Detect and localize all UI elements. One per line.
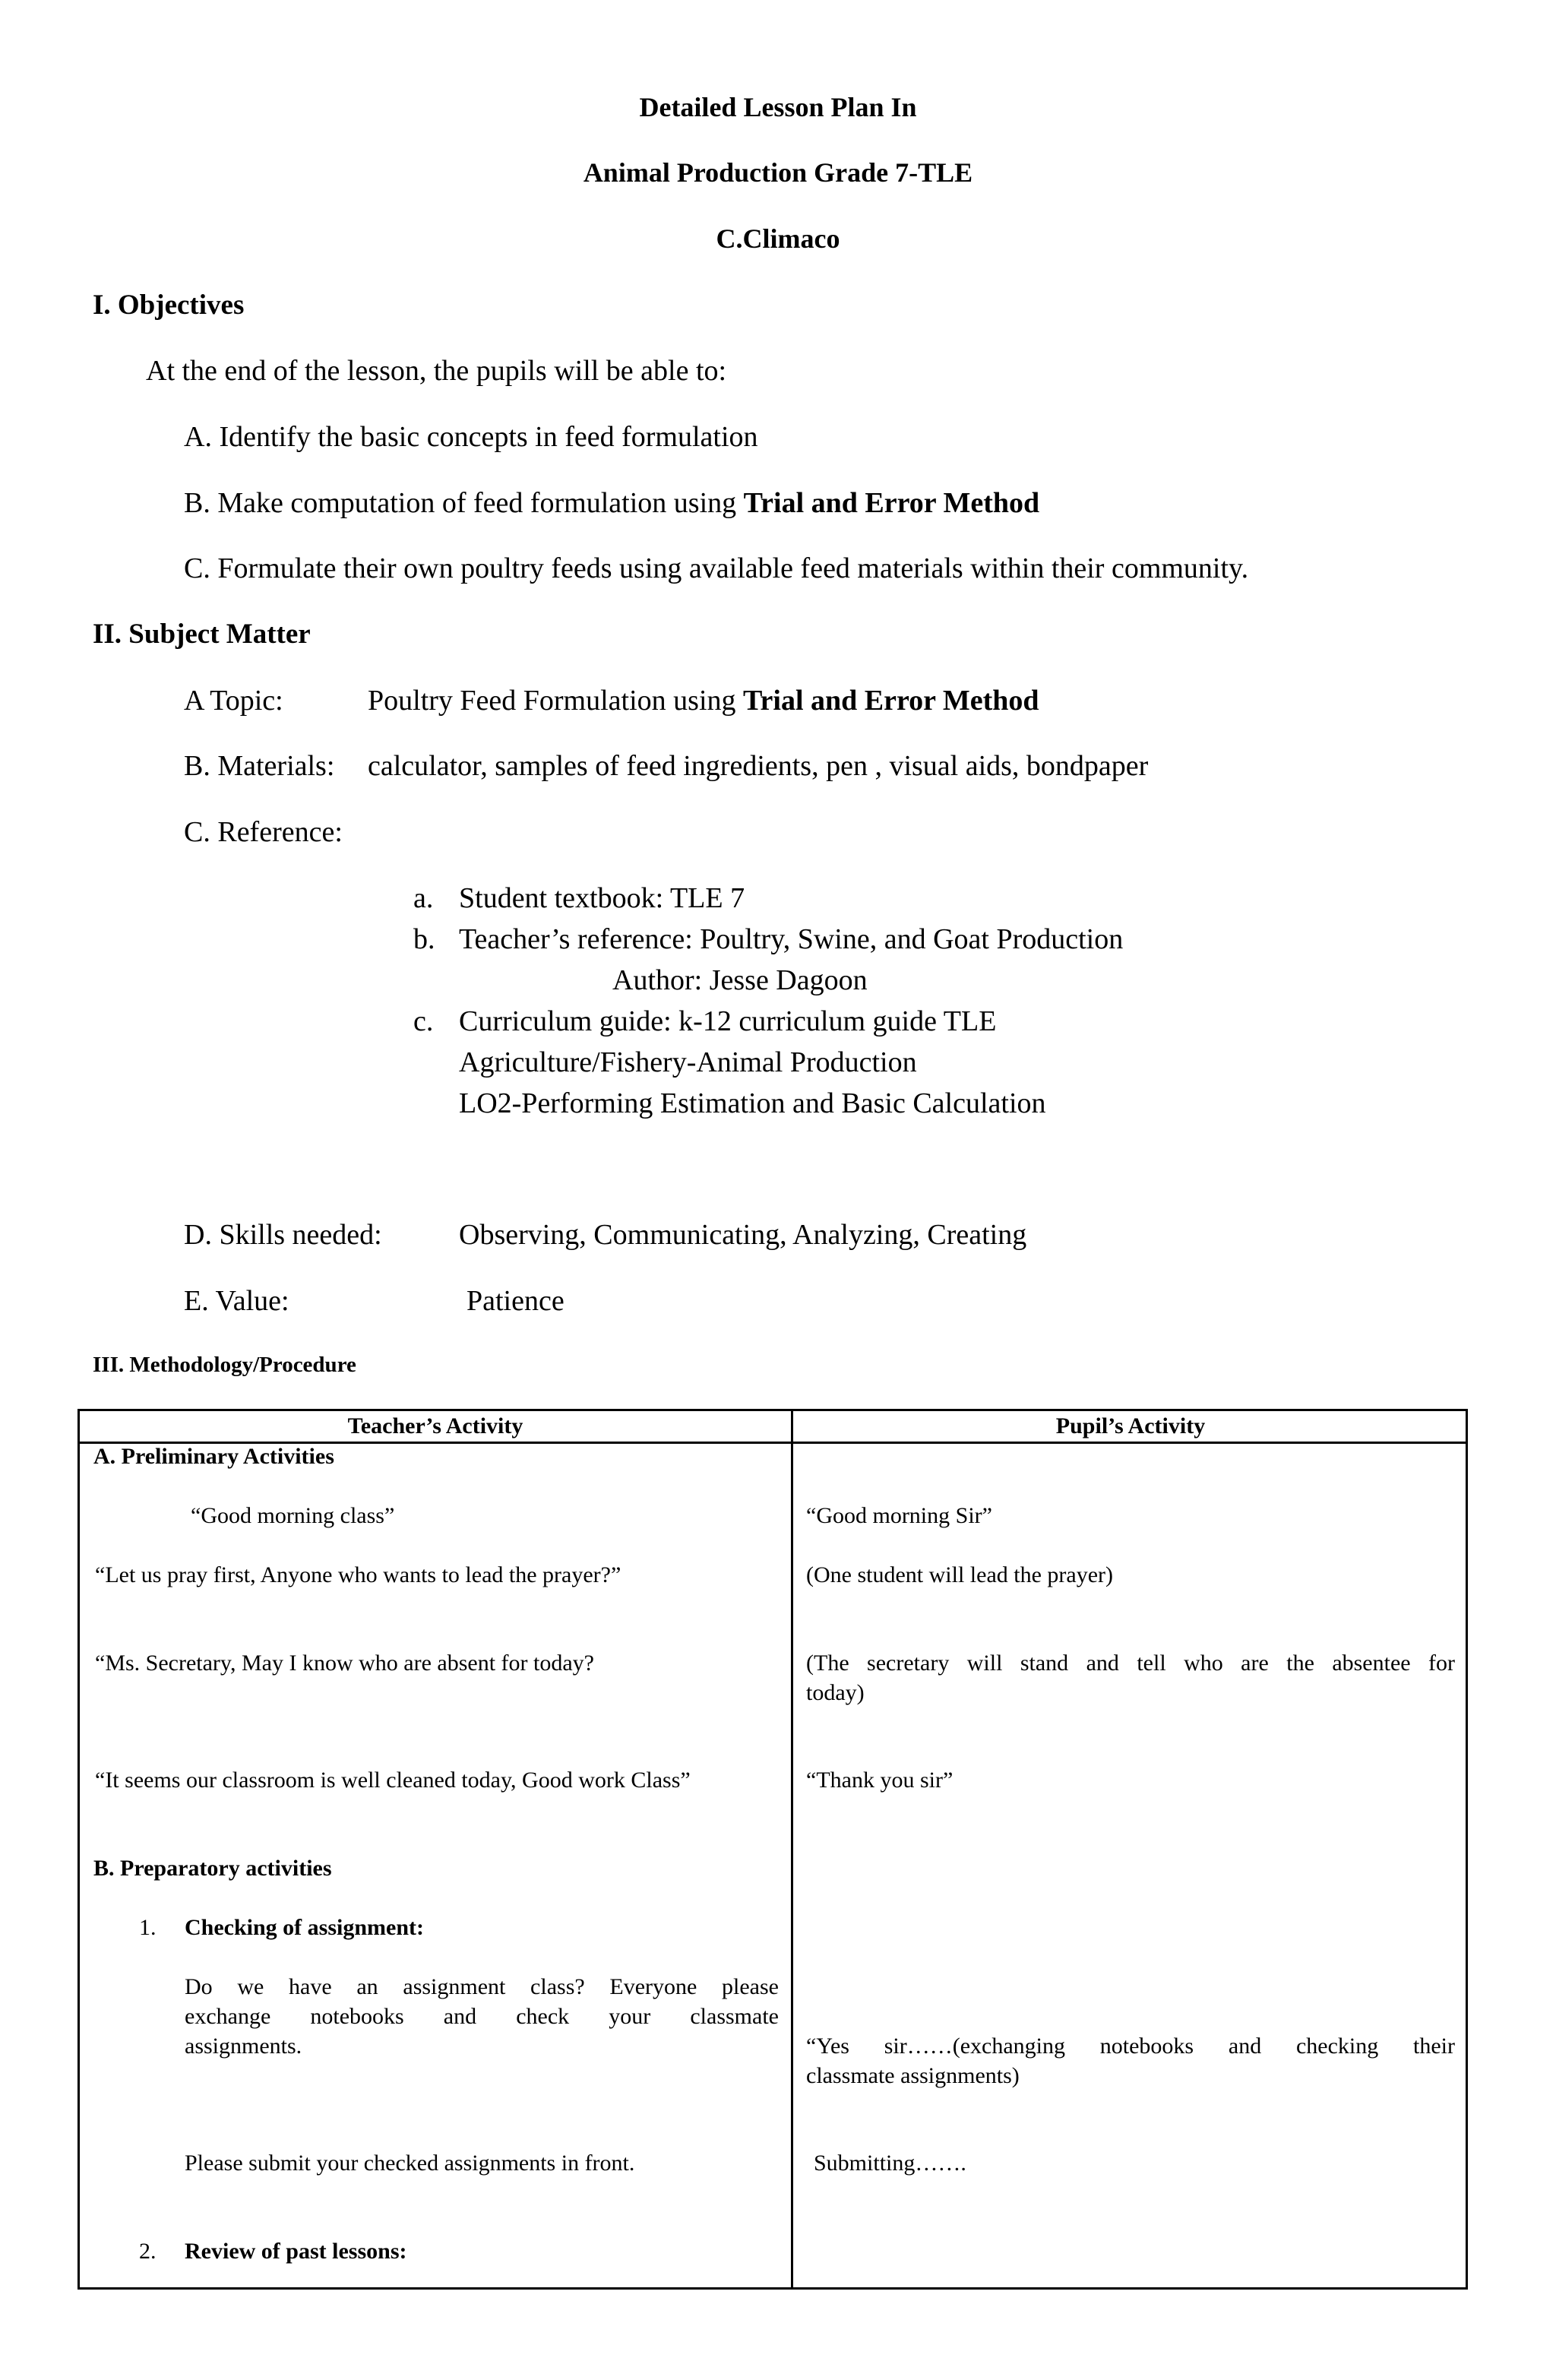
column-divider [791, 1411, 793, 2287]
subject-matter-heading: II. Subject Matter [93, 619, 311, 650]
teacher-greeting: “Good morning class” [191, 1503, 395, 1528]
pupil-thanks: “Thank you sir” [806, 1768, 954, 1793]
objective-a: A. Identify the basic concepts in feed formulation [184, 421, 758, 453]
objectives-heading: I. Objectives [93, 290, 245, 321]
ref-b: Teacher’s reference: Poultry, Swine, and Goat Production [459, 923, 1124, 955]
pupil-prayer: (One student will lead the prayer) [806, 1562, 1114, 1587]
item-2-number: 2. [139, 2239, 157, 2264]
reference-label: C. Reference: [184, 816, 343, 848]
preliminary-activities-heading: A. Preliminary Activities [93, 1444, 334, 1469]
teacher-assignment-line-2: exchange notebooks and check your classmate [185, 2004, 779, 2029]
topic-text: Poultry Feed Formulation using [368, 685, 743, 717]
ref-a-letter: a. [413, 882, 434, 914]
ref-c-line-1: Curriculum guide: k-12 curriculum guide TLE [459, 1005, 997, 1037]
objective-b-method: Trial and Error Method [743, 487, 1040, 519]
pupil-assignment-line-1: “Yes sir……(exchanging notebooks and checking their [806, 2033, 1455, 2059]
activity-table [77, 1409, 1468, 2290]
objectives-intro: At the end of the lesson, the pupils will be able to: [146, 355, 727, 387]
teacher-assignment-line-3: assignments. [185, 2033, 302, 2059]
title-line-2: Animal Production Grade 7-TLE [583, 157, 973, 188]
topic-method: Trial and Error Method [743, 685, 1039, 717]
methodology-heading: III. Methodology/Procedure [93, 1353, 356, 1377]
ref-c-line-2: Agriculture/Fishery-Animal Production [459, 1046, 917, 1078]
review-past-lessons-heading: Review of past lessons: [185, 2239, 407, 2264]
materials-label: B. Materials: [184, 750, 335, 782]
teacher-submit: Please submit your checked assignments in front. [185, 2151, 635, 2176]
skills-label: D. Skills needed: [184, 1219, 382, 1251]
ref-c-line-3: LO2-Performing Estimation and Basic Calculation [459, 1087, 1046, 1119]
pupil-greeting: “Good morning Sir” [806, 1503, 992, 1528]
preparatory-activities-heading: B. Preparatory activities [93, 1856, 332, 1881]
title-line-1: Detailed Lesson Plan In [639, 92, 917, 122]
pupil-assignment-line-2: classmate assignments) [806, 2063, 1020, 2088]
objective-b-text: B. Make computation of feed formulation using [184, 487, 744, 519]
topic-value [368, 684, 1039, 717]
pupil-attendance-line-1: (The secretary will stand and tell who are the absentee for [806, 1650, 1455, 1676]
ref-b-letter: b. [413, 923, 435, 955]
ref-c-letter: c. [413, 1005, 434, 1037]
pupil-activity-header: Pupil’s Activity [1055, 1413, 1206, 1438]
teacher-activity-header: Teacher’s Activity [347, 1413, 523, 1438]
pupil-attendance-line-2: today) [806, 1680, 865, 1705]
teacher-prayer: “Let us pray first, Anyone who wants to lead the prayer?” [95, 1562, 621, 1587]
topic-label: A Topic: [184, 685, 283, 717]
value-label: E. Value: [184, 1285, 289, 1317]
teacher-cleanliness: “It seems our classroom is well cleaned today, Good work Class” [95, 1768, 691, 1793]
teacher-attendance: “Ms. Secretary, May I know who are absent for today? [95, 1650, 594, 1676]
ref-a: Student textbook: TLE 7 [459, 882, 745, 914]
ref-b-author: Author: Jesse Dagoon [612, 964, 868, 996]
value-value: Patience [466, 1285, 565, 1317]
item-1-number: 1. [139, 1915, 157, 1940]
skills-value: Observing, Communicating, Analyzing, Creating [459, 1219, 1027, 1251]
materials-value: calculator, samples of feed ingredients, pen , visual aids, bondpaper [368, 750, 1149, 782]
objective-c: C. Formulate their own poultry feeds using available feed materials within their community. [184, 552, 1249, 584]
objective-b [184, 486, 1039, 520]
pupil-submitting: Submitting……. [814, 2151, 966, 2176]
checking-assignment-heading: Checking of assignment: [185, 1915, 425, 1940]
teacher-assignment-line-1: Do we have an assignment class? Everyone please [185, 1974, 779, 1999]
author-name: C.Climaco [716, 223, 840, 254]
